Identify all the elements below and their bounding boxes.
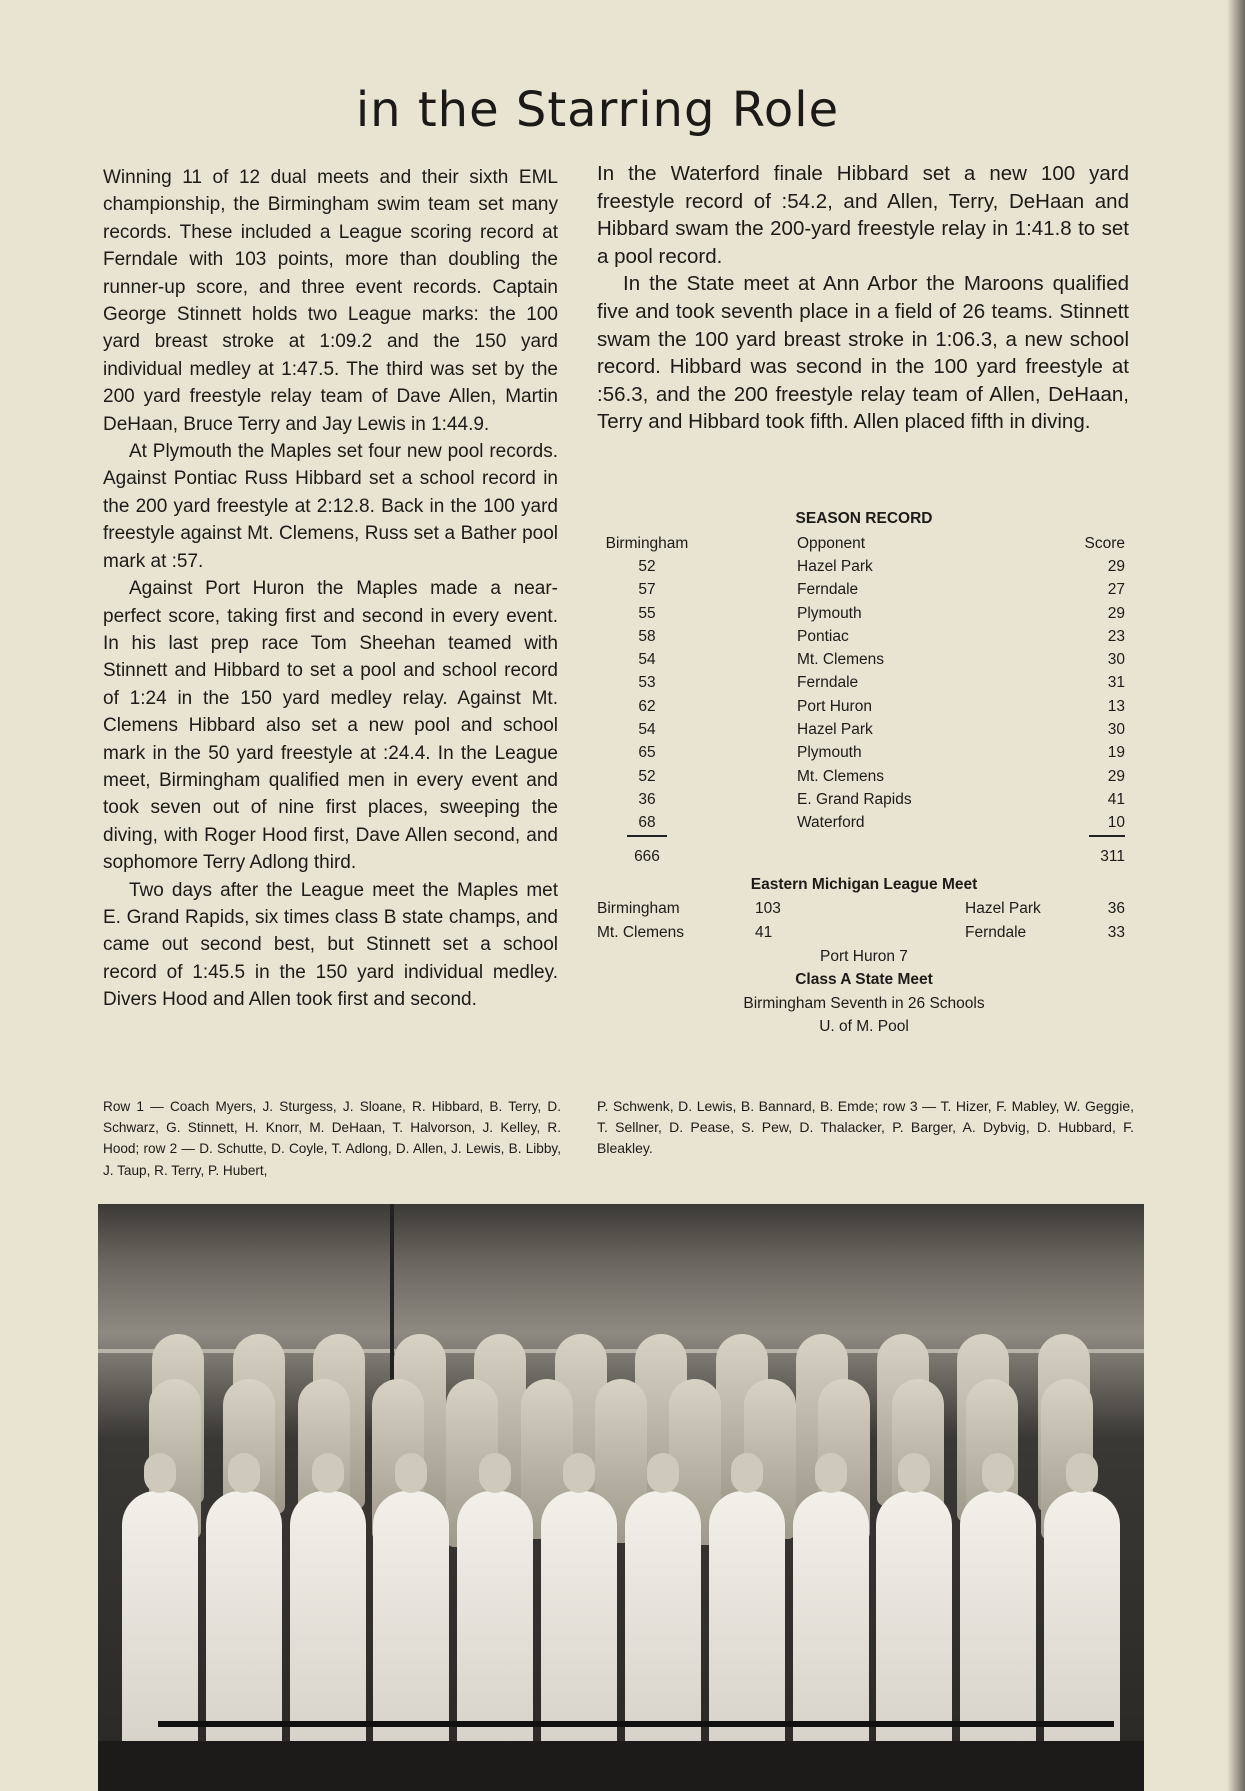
birmingham-score-cell: 36 — [638, 790, 656, 808]
opponent-cell: Ferndale — [797, 581, 859, 599]
team-cell: Hazel Park — [965, 899, 1041, 917]
team-cell: Birmingham — [597, 899, 680, 917]
opponent-cell: Mt. Clemens — [797, 651, 884, 669]
team-cell: Mt. Clemens — [597, 923, 684, 941]
state-meet-result: Birmingham Seventh in 26 Schools — [743, 994, 985, 1012]
points-cell: 36 — [1107, 899, 1125, 917]
opponent-score-cell: 29 — [1107, 557, 1125, 575]
league-row — [597, 921, 1131, 945]
table-row — [597, 672, 1131, 695]
page-edge-shadow — [1227, 0, 1245, 1791]
opponent-score-cell: 30 — [1107, 651, 1125, 669]
birmingham-score-cell: 52 — [638, 557, 656, 575]
page-title: in the Starring Role — [355, 82, 840, 138]
photo-caption-right: P. Schwenk, D. Lewis, B. Bannard, B. Emde; row 3 — T. Hizer, F. Mabley, W. Geggie, T. Sellner, D. Pease, S. Pew, D. Thalacker, P. Barger, A. Dybvig, D. Hubbard, F. Bleakley. — [597, 1098, 1134, 1157]
opponent-cell: Ferndale — [797, 674, 859, 692]
birmingham-score-cell: 55 — [638, 604, 656, 622]
table-row — [597, 788, 1131, 811]
table-row — [597, 718, 1131, 741]
header-birmingham: Birmingham — [605, 534, 689, 552]
table-row — [597, 579, 1131, 602]
totals-row — [597, 845, 1131, 869]
header-score: Score — [1084, 534, 1125, 552]
birmingham-score-cell: 68 — [638, 814, 656, 832]
table-row — [597, 765, 1131, 788]
birmingham-score-cell: 57 — [638, 581, 656, 599]
opponent-score-cell: 27 — [1107, 581, 1125, 599]
opponent-cell: Pontiac — [797, 627, 849, 645]
birmingham-score-cell: 54 — [638, 721, 656, 739]
birmingham-score-cell: 65 — [638, 744, 656, 762]
opponent-score-cell: 23 — [1107, 627, 1125, 645]
state-meet-pool: U. of M. Pool — [819, 1018, 909, 1036]
points-cell: 41 — [755, 923, 773, 941]
opponent-cell: E. Grand Rapids — [797, 790, 912, 808]
birmingham-score-cell: 62 — [638, 697, 656, 715]
table-row — [597, 695, 1131, 718]
opponent-cell: Plymouth — [797, 744, 862, 762]
league-port-huron: Port Huron 7 — [820, 947, 908, 965]
paragraph: Against Port Huron the Maples made a near-perfect score, taking first and second in every event. In his last prep race Tom Sheehan teamed with Stinnett and Hibbard to set a pool and school record of 1:24 in the 150 yard medley relay. Against Mt. Clemens Hibbard also set a new pool and school mark in the 50 yard freestyle at :24.4. In the League meet, Birmingham qualified men in every event and took seven out of nine first places, sweeping the diving, with Roger Hood first, Dave Allen second, and sophomore Terry Adlong third. — [103, 578, 558, 874]
opponent-score-cell: 30 — [1107, 721, 1125, 739]
table-row — [597, 648, 1131, 671]
opponent-score-cell: 31 — [1107, 674, 1125, 692]
season-record-table — [597, 510, 1131, 1039]
article-left-column — [103, 164, 558, 1014]
opponent-score-cell: 41 — [1107, 790, 1125, 808]
opponent-cell: Mt. Clemens — [797, 767, 884, 785]
state-meet-title: Class A State Meet — [795, 971, 933, 989]
paragraph: In the State meet at Ann Arbor the Maroons qualified five and took seventh place in a field of 26 teams. Stinnett swam the 100 yard breast stroke in 1:06.3, a new school record. Hibbard was second in the 100 yard freestyle at :56.3, and the 200 freestyle relay team of Allen, DeHaan, Terry and Hibbard took fifth. Allen placed fifth in diving. — [597, 272, 1129, 434]
photo-floor — [98, 1741, 1144, 1791]
league-row — [597, 897, 1131, 921]
opponent-score-cell: 10 — [1107, 814, 1125, 832]
opponent-score-cell: 19 — [1107, 744, 1125, 762]
opponent-cell: Waterford — [797, 814, 865, 832]
points-cell: 103 — [755, 899, 781, 917]
header-opponent: Opponent — [797, 534, 866, 552]
birmingham-score-cell: 52 — [638, 767, 656, 785]
points-cell: 33 — [1107, 923, 1125, 941]
opponent-score-cell: 13 — [1107, 697, 1125, 715]
paragraph: Winning 11 of 12 dual meets and their sixth EML championship, the Birmingham swim team set many records. These included a League scoring record at Ferndale with 103 points, more than doubling the runner-up score, and three event records. Captain George Stinnett holds two League marks: the 100 yard breast stroke at 1:09.2 and the 150 yard individual medley at 1:47.5. The third was set by the 200 yard freestyle relay team of Dave Allen, Martin DeHaan, Bruce Terry and Jay Lewis in 1:44.9. — [103, 167, 558, 435]
table-header — [597, 532, 1131, 555]
opponent-score-cell: 29 — [1107, 604, 1125, 622]
photo-front-row — [118, 1491, 1124, 1751]
opponent-cell: Port Huron — [797, 697, 872, 715]
totals-divider — [597, 835, 1131, 845]
birmingham-score-cell: 54 — [638, 651, 656, 669]
opponent-cell: Plymouth — [797, 604, 862, 622]
table-row — [597, 555, 1131, 578]
total-opponents: 311 — [1100, 847, 1125, 865]
birmingham-score-cell: 53 — [638, 674, 656, 692]
team-cell: Ferndale — [965, 923, 1027, 941]
table-row — [597, 602, 1131, 625]
birmingham-score-cell: 58 — [638, 627, 656, 645]
paragraph: Two days after the League meet the Maples met E. Grand Rapids, six times class B state champs, and came out second best, but Stinnett set a school record of 1:45.5 in the 150 yard individual medley. Divers Hood and Allen took first and second. — [103, 879, 558, 1011]
total-birmingham: 666 — [634, 847, 660, 865]
photo-pool-rail — [158, 1721, 1114, 1727]
team-photo — [98, 1204, 1144, 1791]
season-record-title: SEASON RECORD — [795, 510, 933, 527]
photo-caption-left: Row 1 — Coach Myers, J. Sturgess, J. Sloane, R. Hibbard, B. Terry, D. Schwarz, G. Stinnett, H. Knorr, M. DeHaan, T. Halvorson, J. Kelley, R. Hood; row 2 — D. Schutte, D. Coyle, T. Adlong, D. Allen, J. Lewis, B. Libby, J. Taup, R. Terry, P. Hubert, — [103, 1099, 561, 1178]
opponent-cell: Hazel Park — [797, 721, 873, 739]
table-row — [597, 625, 1131, 648]
article-right-column — [597, 160, 1129, 436]
table-row — [597, 812, 1131, 835]
table-row — [597, 742, 1131, 765]
paragraph: At Plymouth the Maples set four new pool records. Against Pontiac Russ Hibbard set a school record in the 200 yard freestyle at 2:12.8. Back in the 100 yard freestyle against Mt. Clemens, Russ set a Bather pool mark at :57. — [103, 441, 558, 572]
league-meet-title: Eastern Michigan League Meet — [750, 875, 978, 893]
opponent-cell: Hazel Park — [797, 557, 873, 575]
paragraph: In the Waterford finale Hibbard set a new 100 yard freestyle record of :54.2, and Allen, Terry, DeHaan and Hibbard swam the 200-yard freestyle relay in 1:41.8 to set a pool record. — [597, 162, 1129, 268]
opponent-score-cell: 29 — [1107, 767, 1125, 785]
